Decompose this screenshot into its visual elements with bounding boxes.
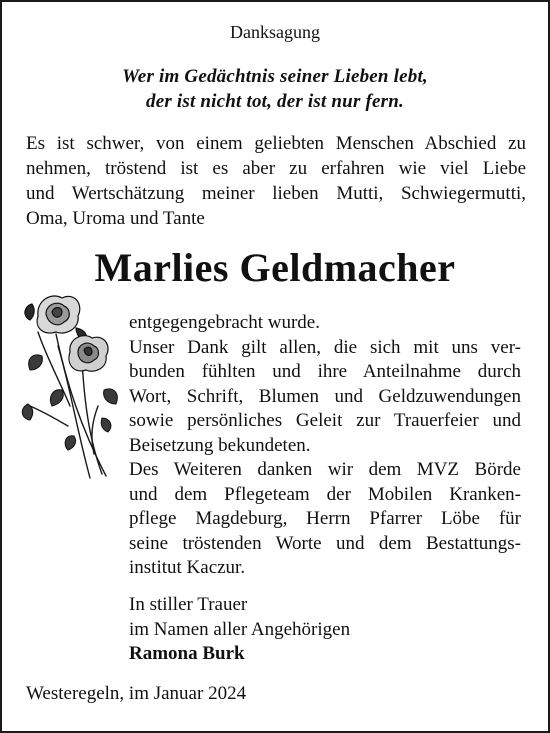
memorial-quote: [0, 64, 550, 114]
body-line: Wort, Schrift, Blumen und Geldzuwendungen: [129, 385, 521, 407]
signature-block: [129, 593, 350, 667]
body-line: Unser Dank gilt allen, die sich mit uns ver-: [129, 336, 521, 358]
signature-line-2: im Namen aller Angehörigen: [129, 618, 351, 640]
body-line: pflege Magdeburg, Herrn Pfarrer Löbe für: [129, 508, 521, 529]
quote-line-1: Wer im Gedächtnis seiner Lieben lebt,: [122, 66, 428, 87]
body-line: institut Kaczur.: [129, 557, 246, 578]
signature-line-1: In stiller Trauer: [129, 594, 248, 615]
signatory-name: Ramona Burk: [129, 643, 245, 664]
rose-illustration: [18, 286, 128, 486]
body-line: bunden fühlten und ihre Anteilnahme durch: [129, 361, 521, 382]
body-line: sowie persönliches Geleit zur Trauerfeier und: [129, 410, 521, 431]
intro-line: Oma, Uroma und Tante: [26, 208, 205, 229]
intro-paragraph: [26, 131, 526, 231]
body-line: und dem Pflegeteam der Mobilen Kranken-: [129, 483, 521, 505]
intro-line: und Wertschätzung meiner lieben Mutti, Schwiegermutti,: [26, 183, 526, 204]
body-line: entgegengebracht wurde.: [129, 312, 320, 333]
place-date: Westeregeln, im Januar 2024: [26, 683, 247, 704]
body-line: Des Weiteren danken wir dem MVZ Börde: [129, 459, 521, 480]
deceased-name: Marlies Geldmacher: [94, 245, 456, 290]
body-line: Beisetzung bekundeten.: [129, 434, 311, 456]
body-line: seine tröstenden Worte und dem Bestattungs-: [129, 532, 521, 554]
notice-heading: Danksagung: [230, 22, 320, 42]
intro-line: Es ist schwer, von einem geliebten Menschen Abschied zu: [26, 133, 526, 154]
intro-line: nehmen, tröstend ist es aber zu erfahren wie viel Liebe: [26, 158, 526, 179]
quote-line-2: der ist nicht tot, der ist nur fern.: [146, 91, 404, 112]
thanks-paragraph: [129, 311, 521, 581]
